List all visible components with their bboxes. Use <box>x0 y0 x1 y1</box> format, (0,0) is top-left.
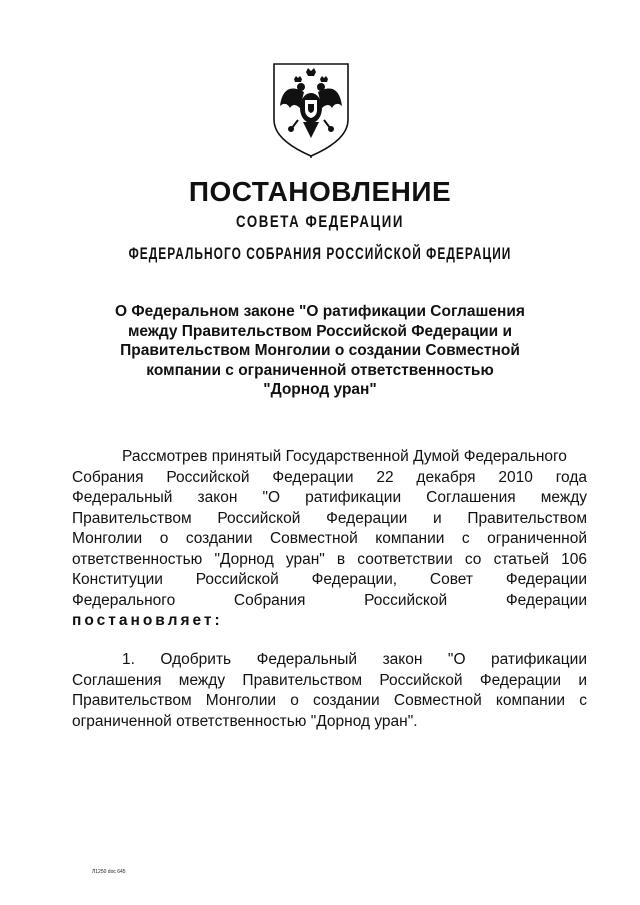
document-code: Л1250 doc 645 <box>92 869 126 875</box>
document-title: ПОСТАНОВЛЕНИЕ <box>188 176 452 207</box>
subject-line: Правительством Монголии о создании Совместной <box>120 342 520 359</box>
paragraph-line: ответственностью "Дорнод уран" в соответствии со статьей 106 <box>72 550 587 568</box>
decree-word: постановляет: <box>72 612 223 629</box>
paragraph-line: Соглашения между Правительством Российской Федерации и <box>72 671 587 689</box>
paragraph-line: Правительством Российской Федерации и Правительством <box>72 509 587 527</box>
subject-line: О Федеральном законе "О ратификации Соглашения <box>115 303 525 320</box>
paragraph-line: Конституции Российской Федерации, Совет Федерации <box>72 571 587 588</box>
paragraph-line: Правительством Монголии о создании Совместной компании с <box>72 692 587 709</box>
paragraph-line: 1. Одобрить Федеральный закон "О ратификации <box>122 651 587 668</box>
document-subtitle-council: СОВЕТА ФЕДЕРАЦИИ <box>236 212 404 231</box>
item-1-paragraph <box>72 650 587 732</box>
paragraph-line: Федерального Собрания Российской Федерации <box>72 591 587 609</box>
russian-coat-of-arms-icon <box>270 62 352 158</box>
subject-line: между Правительством Российской Федерации и <box>127 322 513 340</box>
paragraph-line: Федеральный закон "О ратификации Соглашения между <box>72 489 587 506</box>
paragraph-line: ограниченной ответственностью "Дорнод уран". <box>72 712 418 730</box>
paragraph-line: Собрания Российской Федерации 22 декабря 2010 года <box>72 468 587 486</box>
subject-line: компании с ограниченной ответственностью <box>146 361 494 379</box>
resolution-subject <box>90 302 550 400</box>
paragraph-line: Рассмотрев принятый Государственной Думой Федерального <box>122 448 567 465</box>
document-subtitle-assembly: ФЕДЕРАЛЬНОГО СОБРАНИЯ РОССИЙСКОЙ ФЕДЕРАЦИИ <box>128 244 512 263</box>
subject-line: "Дорнод уран" <box>263 381 377 398</box>
paragraph-line: Монголии о создании Совместной компании с ограниченной <box>72 530 587 547</box>
preamble-paragraph <box>72 447 587 632</box>
